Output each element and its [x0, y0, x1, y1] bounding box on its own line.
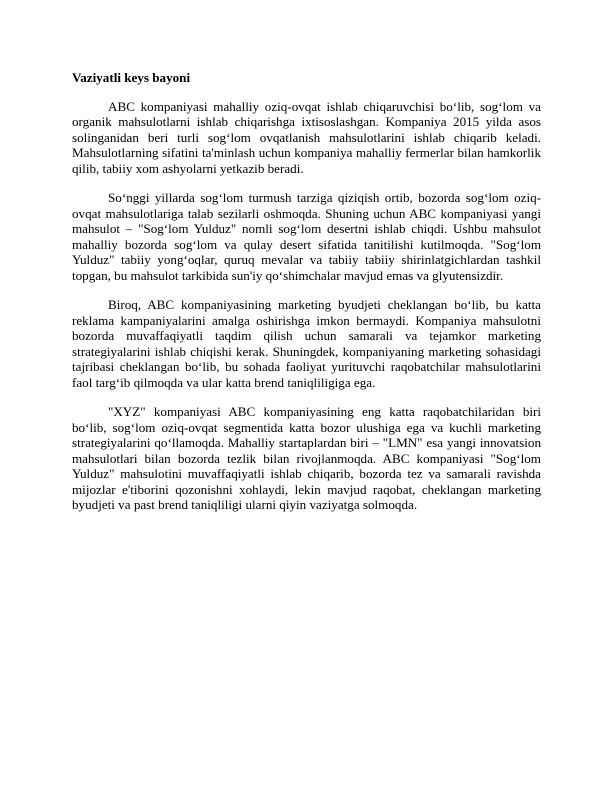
paragraph-new-product: So‘nggi yillarda sog‘lom turmush tarziga qiziqish ortib, bozorda sog‘lom oziq-ovqat mahsulotlariga talab sezilarli oshmoqda. Shuning uchun ABC kompaniyasi yangi mahsulot – "Sog‘lom Yulduz" nomli sog‘lom desertni ishlab chiqdi. Ushbu mahsulot mahalliy bozorda sog‘lom va qulay desert sifatida tanitilishi kutilmoqda. "Sog‘lom Yulduz" tabiiy yong‘oqlar, quruq mevalar va tabiiy tabiiy shirinlatgichlardan tashkil topgan, bu mahsulot tarkibida sun'iy qo‘shimchalar mavjud emas va glyutensizdir.	[72, 190, 541, 283]
paragraph-competitors: "XYZ" kompaniyasi ABC kompaniyasining eng katta raqobatchilaridan biri bo‘lib, sog‘lom oziq-ovqat segmentida katta bozor ulushiga ega va kuchli marketing strategiyalarini qo‘llamoqda. Mahalliy startaplardan biri – "LMN" esa yangi innovatsion mahsulotlari bilan bozorda tezlik bilan rivojlanmoqda. ABC kompaniyasi "Sog‘lom Yulduz" mahsulotini muvaffaqiyatli ishlab chiqarib, bozorda tez va samarali ravishda mijozlar e'tiborini qozonishni xohlaydi, lekin mavjud raqobat, cheklangan marketing byudjeti va past brend taniqliligi ularni qiyin vaziyatga solmoqda.	[72, 404, 541, 512]
document-title: Vaziyatli keys bayoni	[72, 70, 191, 85]
document-page	[72, 70, 541, 527]
paragraph-marketing-budget: Biroq, ABC kompaniyasining marketing byudjeti cheklangan bo‘lib, bu katta reklama kampaniyalarini amalga oshirishga imkon bermaydi. Kompaniya mahsulotni bozorda muvaffaqiyatli taqdim qilish uchun samarali va tejamkor marketing strategiyalarini ishlab chiqishi kerak. Shuningdek, kompaniyaning marketing sohasidagi tajribasi cheklangan bo‘lib, bu sohada faoliyat yurituvchi raqobatchilar mahsulotlarini faol targ‘ib qilmoqda va ular katta brend taniqliligiga ega.	[72, 297, 541, 390]
paragraph-company-intro: ABC kompaniyasi mahalliy oziq-ovqat ishlab chiqaruvchisi bo‘lib, sog‘lom va organik mahsulotlarni ishlab chiqarishga ixtisoslashgan. Kompaniya 2015 yilda asos solinganidan beri turli sog‘lom ovqatlanish mahsulotlarini ishlab chiqarib keladi. Mahsulotlarning sifatini ta'minlash uchun kompaniya mahalliy fermerlar bilan hamkorlik qilib, tabiiy xom ashyolarni yetkazib beradi.	[72, 98, 541, 176]
